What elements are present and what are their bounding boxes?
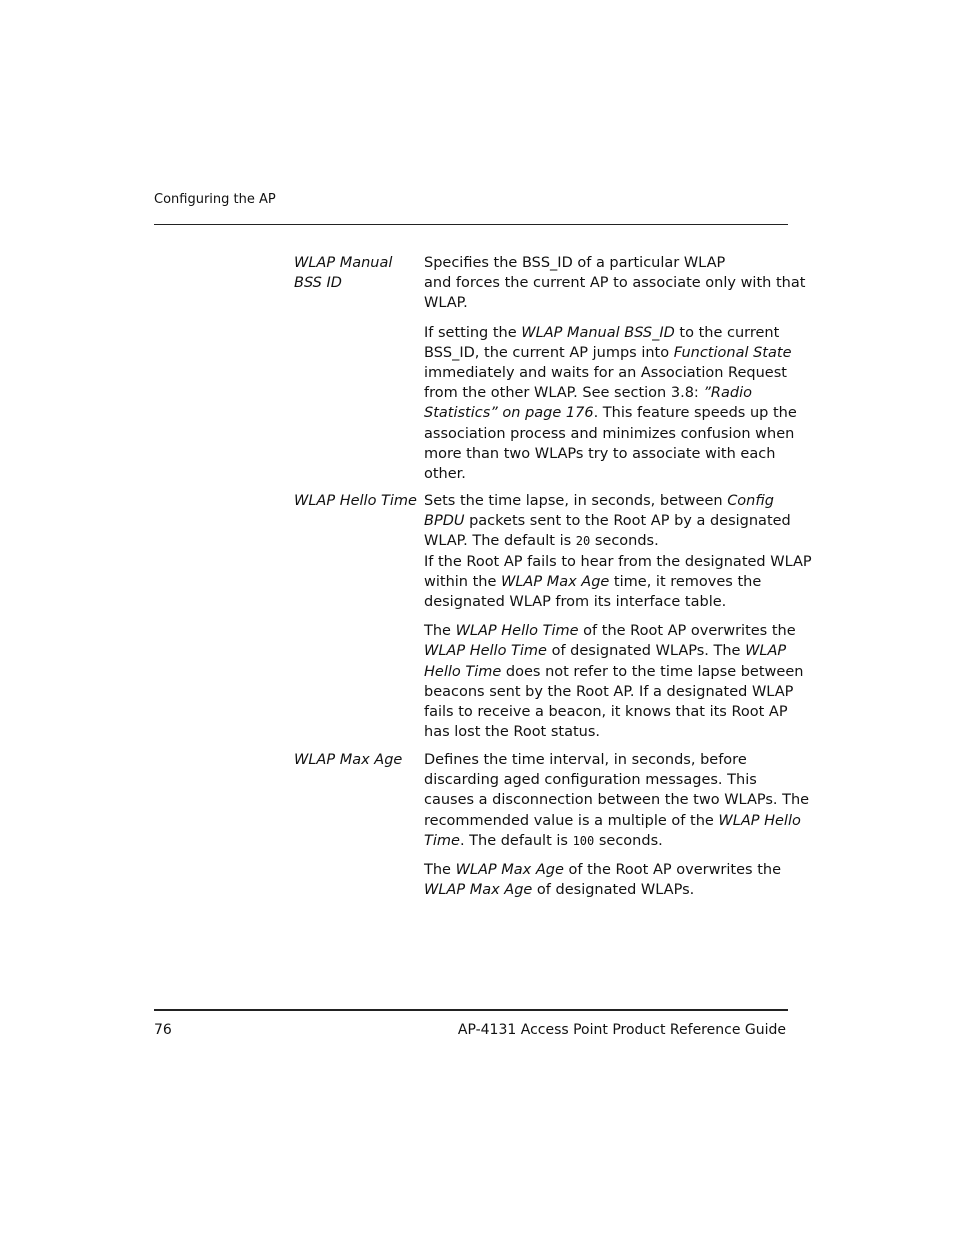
text-run: . This feature speeds up the [593, 405, 797, 422]
text-run: packets sent to the Root AP by a designated [464, 513, 791, 530]
text-run: beacons sent by the Root AP. If a designated WLAP [424, 683, 794, 700]
text-line [424, 592, 786, 612]
description-paragraph [424, 323, 797, 485]
text-run: has lost the Root status. [424, 724, 601, 741]
text-line [424, 641, 786, 661]
description-paragraph [424, 621, 804, 742]
running-head: Configuring the AP [154, 192, 276, 207]
text-run: from the other WLAP. See section 3.8: [424, 385, 704, 402]
italic-term: Config [727, 493, 774, 509]
italic-term: WLAP Max Age [501, 573, 610, 590]
text-line [424, 363, 786, 383]
text-run: more than two WLAPs try to associate with each [424, 445, 776, 462]
text-run: of the Root AP overwrites the [578, 623, 796, 640]
default-value: 20 [575, 534, 591, 549]
term-line: BSS ID [294, 275, 342, 292]
text-run: BSS_ID, the current AP jumps into [424, 344, 674, 361]
term-wlap-manual-bss-id [294, 253, 419, 293]
text-line [424, 572, 786, 592]
italic-term: BPDU [424, 513, 465, 530]
description-wlap-manual-bss-id [424, 253, 806, 484]
text-line [424, 383, 786, 403]
text-run: If setting the [424, 324, 522, 341]
text-line [424, 860, 786, 880]
text-run: association process and minimizes confusion when [424, 425, 795, 442]
text-run: seconds. [590, 533, 659, 550]
text-line [424, 424, 795, 444]
description-paragraph [424, 253, 806, 314]
text-run: WLAP. The default is [424, 533, 576, 550]
text-line [424, 702, 786, 722]
text-run: If the Root AP fails to hear from the designated WLAP [424, 553, 812, 570]
description-wlap-hello-time [424, 491, 812, 742]
italic-term: WLAP [745, 643, 787, 660]
text-run: time, it removes the [609, 573, 762, 590]
text-run: WLAP. [424, 295, 468, 312]
term-wlap-max-age [294, 750, 419, 770]
page-number: 76 [154, 1022, 172, 1038]
italic-term: WLAP Hello [718, 812, 801, 829]
italic-term: Functional State [673, 344, 792, 361]
text-line [424, 552, 812, 572]
text-run: of the Root AP overwrites the [563, 862, 781, 879]
text-line [424, 403, 797, 423]
text-line [424, 511, 791, 531]
description-wlap-max-age [424, 750, 810, 900]
text-run: of designated WLAPs. The [546, 643, 746, 660]
text-line [424, 531, 786, 551]
text-line [424, 811, 801, 831]
text-line [424, 770, 786, 790]
default-value: 100 [572, 833, 595, 848]
text-line [424, 662, 804, 682]
text-line [424, 253, 786, 273]
text-run: of designated WLAPs. [532, 882, 695, 899]
text-run: Defines the time interval, in seconds, before [424, 752, 747, 768]
text-run: Specifies the BSS_ID of a particular WLAP [424, 255, 726, 271]
text-run: The [424, 623, 456, 640]
text-run: fails to receive a beacon, it knows that its Root AP [424, 704, 788, 721]
text-line [424, 343, 792, 363]
description-paragraph [424, 860, 786, 900]
text-line [424, 682, 794, 702]
italic-term: Hello Time [424, 663, 502, 680]
footer-rule [154, 1009, 788, 1011]
description-paragraph [424, 491, 812, 612]
text-run: causes a disconnection between the two WLAPs. The [424, 792, 810, 809]
italic-term: WLAP Hello Time [455, 623, 579, 640]
header-rule [154, 224, 788, 225]
text-run: immediately and waits for an Association Request [424, 365, 787, 382]
italic-term: WLAP Max Age [424, 882, 533, 899]
italic-term: ”Radio [703, 385, 752, 402]
text-line [424, 831, 786, 851]
text-run: . The default is [459, 832, 573, 849]
text-run: The [424, 862, 456, 879]
italic-term: Time [424, 832, 460, 849]
italic-term: WLAP Max Age [455, 862, 564, 879]
text-run: recommended value is a multiple of the [424, 812, 719, 829]
term-wlap-hello-time [294, 491, 419, 511]
text-run: other. [424, 466, 466, 483]
italic-term: Statistics” on page 176 [424, 405, 594, 422]
term-line: WLAP Max Age [294, 752, 403, 768]
text-run: within the [424, 573, 501, 590]
italic-term: WLAP Manual BSS_ID [521, 324, 675, 341]
italic-term: WLAP Hello Time [424, 643, 547, 660]
text-line [424, 621, 796, 641]
text-line [424, 880, 786, 900]
text-line [424, 444, 786, 464]
text-line [424, 750, 786, 770]
text-run: designated WLAP from its interface table. [424, 594, 727, 611]
text-line [424, 722, 786, 742]
guide-title: AP-4131 Access Point Product Reference Guide [457, 1022, 786, 1038]
text-run: does not refer to the time lapse between [501, 663, 804, 680]
text-run: seconds. [594, 832, 663, 849]
term-line: WLAP Hello Time [294, 493, 417, 509]
text-line [424, 273, 806, 293]
text-line [424, 293, 786, 313]
term-line: WLAP Manual [294, 255, 393, 271]
text-run: and forces the current AP to associate only with that [424, 275, 806, 292]
text-line [424, 491, 786, 511]
text-run: to the current [674, 324, 780, 341]
text-line [424, 323, 786, 343]
text-run: Sets the time lapse, in seconds, between [424, 493, 728, 509]
description-paragraph [424, 750, 810, 851]
text-line [424, 790, 810, 810]
text-line [424, 464, 786, 484]
text-run: discarding aged configuration messages. This [424, 772, 757, 789]
